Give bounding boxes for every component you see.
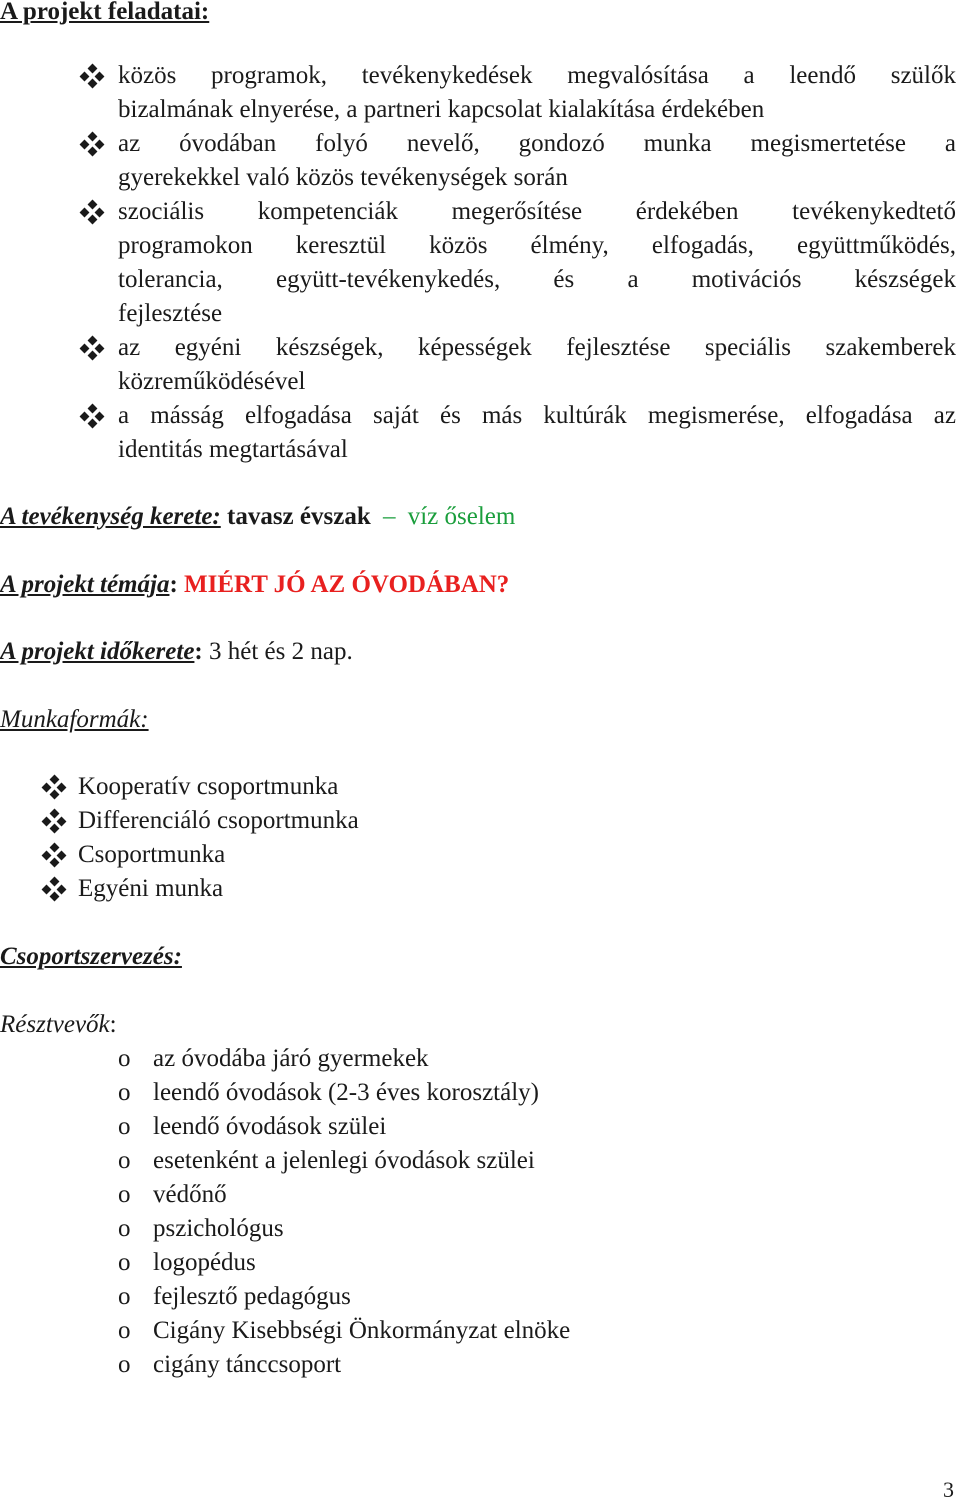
- project-theme-label: A projekt témája: [0, 571, 170, 598]
- participants-label: Résztvevők: [0, 1011, 110, 1038]
- participant-item-text: leendő óvodások (2-3 éves korosztály): [153, 1079, 539, 1106]
- participant-item-text: Cigány Kisebbségi Önkormányzat elnöke: [153, 1317, 571, 1344]
- group-organisation-label: Csoportszervezés:: [0, 943, 182, 970]
- circle-bullet-icon: o: [118, 1113, 131, 1140]
- circle-bullet-icon: o: [118, 1317, 131, 1344]
- project-timeframe-colon: :: [194, 638, 203, 665]
- work-form-item-text: Egyéni munka: [78, 875, 224, 902]
- task-item-text-line: gyerekekkel való közös tevékenységek során: [118, 164, 568, 191]
- work-form-item-text: Differenciáló csoportmunka: [78, 807, 359, 834]
- circle-bullet-icon: o: [118, 1351, 131, 1378]
- participant-item-text: esetenként a jelenlegi óvodások szülei: [153, 1147, 535, 1174]
- diamond-bullet-icon: [80, 336, 104, 360]
- activity-frame-dash: –: [382, 503, 396, 530]
- participant-item-text: az óvodába járó gyermekek: [153, 1045, 429, 1072]
- participant-item-text: védőnő: [153, 1181, 227, 1208]
- task-item-text-line: az egyéni készségek, képességek fejlesztése speciális szakemberek: [118, 334, 956, 361]
- activity-frame-element: víz őselem: [407, 503, 516, 530]
- diamond-bullet-icon: [80, 64, 104, 88]
- project-timeframe-line: [0, 635, 353, 669]
- task-item-text-line: a másság elfogadása saját és más kultúrák megismerése, elfogadása az: [118, 402, 956, 429]
- diamond-bullet-icon: [42, 877, 66, 901]
- task-item-text-line: szociális kompetenciák megerősítése érdekében tevékenykedtető: [118, 198, 956, 225]
- section-heading-tasks: A projekt feladatai:: [0, 0, 210, 25]
- activity-frame-season: tavasz évszak: [227, 503, 371, 530]
- task-item-text-line: fejlesztése: [118, 300, 223, 327]
- circle-bullet-icon: o: [118, 1045, 131, 1072]
- task-item-text-line: bizalmának elnyerése, a partneri kapcsolat kialakítása érdekében: [118, 96, 765, 123]
- circle-bullet-icon: o: [118, 1283, 131, 1310]
- participants-label-line: [0, 1008, 117, 1042]
- participant-item-text: fejlesztő pedagógus: [153, 1283, 351, 1310]
- participants-label-colon: :: [109, 1011, 117, 1038]
- activity-frame-label: A tevékenység kerete:: [0, 503, 221, 530]
- task-item-text-line: közreműködésével: [118, 368, 306, 395]
- participant-item-text: leendő óvodások szülei: [153, 1113, 387, 1140]
- task-item-text-line: identitás megtartásával: [118, 436, 348, 463]
- diamond-bullet-icon: [42, 775, 66, 799]
- activity-frame-line: [0, 500, 515, 534]
- circle-bullet-icon: o: [118, 1249, 131, 1276]
- participant-item-text: cigány tánccsoport: [153, 1351, 342, 1378]
- work-form-item-text: Csoportmunka: [78, 841, 226, 868]
- circle-bullet-icon: o: [118, 1147, 131, 1174]
- project-theme-colon: :: [169, 571, 178, 598]
- participant-item-text: logopédus: [153, 1249, 256, 1276]
- diamond-bullet-icon: [80, 404, 104, 428]
- project-theme-line: [0, 568, 509, 602]
- diamond-bullet-icon: [42, 843, 66, 867]
- circle-bullet-icon: o: [118, 1079, 131, 1106]
- project-timeframe-value: 3 hét és 2 nap.: [209, 638, 353, 665]
- participant-item-text: pszichológus: [153, 1215, 284, 1242]
- task-item-text-line: az óvodában folyó nevelő, gondozó munka megismertetése a: [118, 130, 956, 157]
- project-timeframe-label: A projekt időkerete: [0, 638, 195, 665]
- diamond-bullet-icon: [80, 200, 104, 224]
- task-item-text-line: tolerancia, együtt-tevékenykedés, és a motivációs készségek: [118, 266, 956, 293]
- circle-bullet-icon: o: [118, 1215, 131, 1242]
- task-item-text-line: programokon keresztül közös élmény, elfogadás, együttműködés,: [118, 232, 956, 259]
- diamond-bullet-icon: [42, 809, 66, 833]
- project-theme-value: MIÉRT JÓ AZ ÓVODÁBAN?: [184, 571, 510, 598]
- page-number: 3: [943, 1477, 954, 1502]
- work-forms-label: Munkaformák:: [0, 706, 149, 733]
- circle-bullet-icon: o: [118, 1181, 131, 1208]
- work-form-item-text: Kooperatív csoportmunka: [78, 773, 339, 800]
- task-item-text-line: közös programok, tevékenykedések megvalósítása a leendő szülők: [118, 62, 956, 89]
- diamond-bullet-icon: [80, 132, 104, 156]
